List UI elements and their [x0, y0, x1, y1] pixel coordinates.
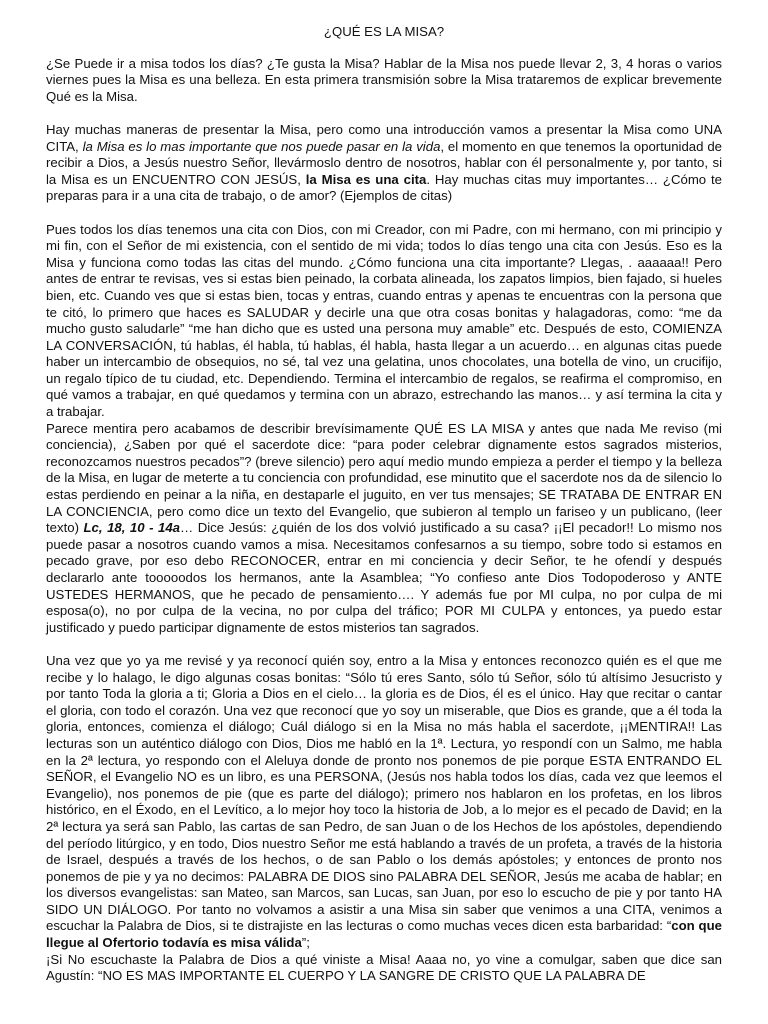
- paragraph-dialogo-bold: con que llegue al Ofertorio todavía es misa válida: [46, 918, 722, 951]
- paragraph-conciencia: [46, 421, 722, 637]
- paragraph-dialogo-text-c: ”;: [301, 935, 310, 951]
- paragraph-cita-bold: la Misa es una cita: [305, 171, 427, 187]
- paragraph-cita-text-c: , el momento en que tenemos la oportunidad de recibir a Dios, a Jesús nuestro Señor, llevármoslo dentro de nosotros, hablar con él personalmente y, por tanto, si la Misa es un ENCUENTRO CON JESÚS,: [46, 138, 722, 187]
- paragraph-intro: ¿Se Puede ir a misa todos los días? ¿Te gusta la Misa? Hablar de la Misa nos puede llevar 2, 3, 4 horas o varios viernes pues la Misa es una belleza. En esta primera transmisión sobre la Misa trataremos de explicar brevemente Qué es la Misa.: [46, 55, 722, 104]
- paragraph-dialogo: [46, 653, 722, 952]
- paragraph-cita-text-e: . Hay muchas citas muy importantes… ¿Cómo te preparas para ir a una cita de trabajo, o de amor? (Ejemplos de citas): [46, 171, 723, 204]
- document-title: ¿QUÉ ES LA MISA?: [323, 24, 445, 39]
- paragraph-dialogo-text-a: Una vez que yo ya me revisé y ya reconocí quién soy, entro a la Misa y entonces reconozco quién es el que me recibe y lo halago, le digo algunas cosas bonitas: “Sólo tú eres Santo, sólo tú Señor, sólo tú altísimo Jesucristo y por tanto Toda la gloria a ti; Gloria a Dios en el cielo… la gloria es de Dios, él es el único. Hay que recitar o cantar el gloria, con todo el corazón. Una vez que reconocí que yo soy un miserable, que Dios es grande, que a él toda la gloria, entonces, comienza el diálogo; Cuál diálogo si en la Misa no más habla el sacerdote, ¡¡MENTIRA!! Las lecturas son un auténtico diálogo con Dios, Dios me habló en la 1ª. Lectura, yo respondí con un Salmo, me habla en la 2ª lectura, yo respondo con el Aleluya donde de pronto nos ponemos de pie porque ESTA ENTRANDO EL SEÑOR, el Evangelio NO es un libro, es una PERSONA, (Jesús nos habla todos los días, cada vez que leemos el Evangelio), nos ponemos de pie (que es parte del diálogo); primero nos hablaron en los profetas, en los libros histórico, en el Éxodo, en el Levítico, a lo mejor hoy toco la historia de Job, a lo mejor es el pecado de David; en la 2ª lectura ya será san Pablo, las cartas de san Pedro, de san Juan o de los Hechos de los apóstoles, dependiendo del período litúrgico, y en todo, Dios nuestro Señor me está hablando a través de un profeta, a través de la historia de Israel, después a través de los hechos, o de san Pablo o los demás apóstoles; y entonces de pronto nos ponemos de pie y ya no decimos: PALABRA DE DIOS sino PALABRA DEL SEÑOR, Jesús me acaba de hablar; en los diversos evangelistas: san Mateo, san Marcos, san Lucas, san Juan, por eso lo escucho de pie y por tanto HA SIDO UN DIÁLOGO. Por tanto no volvamos a asistir a una Misa sin saber que venimos a una CITA, venimos a escuchar la Palabra de Dios, si te distrajiste en las lecturas o como muchas veces dicen esta barbaridad: “: [46, 652, 722, 934]
- gospel-reference: Lc, 18, 10 - 14a: [83, 520, 180, 536]
- paragraph-conciencia-text-c: … Dice Jesús: ¿quién de los dos volvió justificado a su casa? ¡¡El pecador!! Lo mismo nos puede pasar a nosotros cuando vamos a misa. Necesitamos confesarnos a su tiempo, sobre todo si estamos en pecado grave, por eso debo RECONOCER, entrar en mi conciencia y decir Señor, te he ofendí y después declararlo ante tooooodos los hermanos, ante la Asamblea; “Yo confieso ante Dios Todopoderoso y ANTE USTEDES HERMANOS, que he pecado de pensamiento…. Y además fue por MI culpa, no por culpa de mi esposa(o), no por culpa de la vecina, no por culpa del tráfico; POR MI CULPA y entonces, ya puedo estar justificado y puedo participar dignamente de estos misterios tan sagrados.: [46, 520, 723, 635]
- paragraph-cita-italic: la Misa es lo mas importante que nos puede pasar en la vida: [82, 138, 441, 154]
- paragraph-palabra: ¡Si No escuchaste la Palabra de Dios a qué viniste a Misa! Aaaa no, yo vine a comulgar, saben que dice san Agustín: “NO ES MAS IMPORTANTE EL CUERPO Y LA SANGRE DE CRISTO QUE LA PALABRA DE: [46, 951, 722, 984]
- paragraph-como-funciona: Pues todos los días tenemos una cita con Dios, con mi Creador, con mi Padre, con mi hermano, con mi principio y mi fin, con el Señor de mi existencia, con el sentido de mi vida; todos lo días tengo una cita con Jesús. Eso es la Misa y funciona como todas las citas del mundo. ¿Cómo funciona una cita importante? Llegas, . aaaaaa!! Pero antes de entrar te revisas, ves si estas bien peinado, la corbata alineada, los zapatos limpios, bien fajado, si hueles bien, etc. Cuando ves que si estas bien, tocas y entras, cuando entras y apenas te encuentras con la persona que te citó, lo primero que haces es SALUDAR y decirle una que otra cosas bonitas y halagadoras, como: “me da mucho gusto saludarle” “me han dicho que es usted una persona muy amable” etc. Después de esto, COMIENZA LA CONVERSACIÓN, tú hablas, él habla, tú hablas, él habla, hasta llegar a un acuerdo… en algunas citas puede haber un intercambio de obsequios, no sé, tal vez una gelatina, unos chocolates, una botella de vino, un crucifijo, un regalo típico de tu ciudad, etc. Dependiendo. Termina el intercambio de regalos, se reafirma el compromiso, en qué vamos a trabajar, en qué quedamos y termina con un abrazo, estrechando las manos… y así termina la cita y a trabajar.: [46, 221, 722, 420]
- paragraph-cita-text-a: Hay muchas maneras de presentar la Misa, pero como una introducción vamos a presentar la Misa como UNA CITA,: [46, 121, 722, 154]
- paragraph-cita: [46, 122, 722, 205]
- paragraph-conciencia-text-a: Parece mentira pero acabamos de describir brevísimamente QUÉ ES LA MISA y antes que nada Me reviso (mi conciencia), ¿Saben por qué el sacerdote dice: “para poder celebrar dignamente estos sagrados misterios, reconozcamos nuestros pecados”? (breve silencio) pero aquí medio mundo empieza a perder el tiempo y la belleza de la Misa, en lugar de meterte a tu conciencia con profundidad, ese minutito que el sacerdote nos da de silencio lo estas perdiendo en peinar a la niña, en destaparle el juguito, en ver tus mensajes; SE TRATABA DE ENTRAR EN LA CONCIENCIA, pero como dice un texto del Evangelio, que subieron al templo un fariseo y un publicano, (leer texto): [46, 420, 722, 536]
